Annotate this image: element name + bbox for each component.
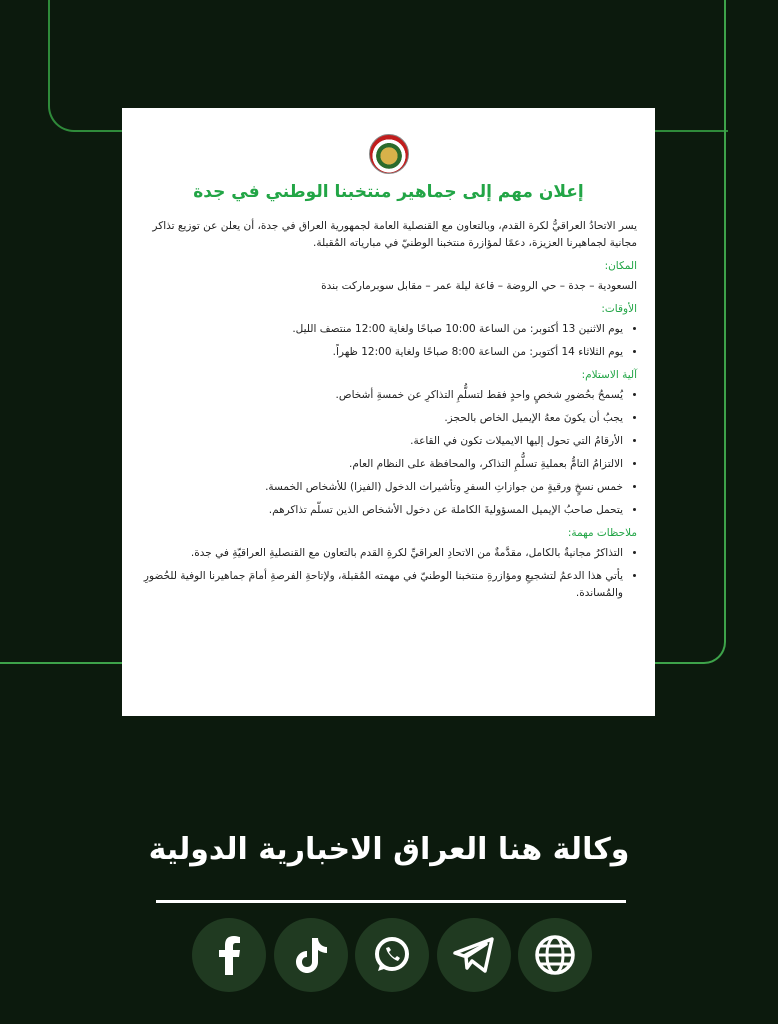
announcement-document: [122, 108, 655, 716]
federation-emblem-icon: [369, 134, 409, 174]
place-heading: المكان:: [604, 260, 637, 272]
list-item: • يتحمل صاحبُ الإيميل المسؤوليةَ الكاملة عن دخول الأشخاص الذين تسلّم تذاكرهم.: [140, 502, 623, 519]
social-links: [192, 918, 592, 994]
place-text: السعودية – جدة – حي الروضة – قاعة ليلة عمر – مقابل سوبرماركت بندة: [321, 280, 637, 292]
facebook-icon[interactable]: [192, 918, 266, 992]
tiktok-icon[interactable]: [274, 918, 348, 992]
times-heading: الأوقات:: [601, 303, 637, 315]
list-item: • خمس نسخٍ ورقيةٍ من جوازاتِ السفرِ وتأشيرات الدخول (الفيزا) للأشخاص الخمسة.: [140, 479, 623, 496]
list-item: • الالتزامُ التامُّ بعمليةِ تسلُّمِ التذاكر، والمحافظة على النظام العام.: [140, 456, 623, 473]
globe-icon[interactable]: [518, 918, 592, 992]
times-list: [140, 321, 637, 361]
announcement-title: إعلان مهم إلى جماهير منتخبنا الوطني في جدة: [193, 182, 584, 202]
list-item: • يُسمحُ بحُضورِ شخصٍ واحدٍ فقط لتسلُّمِ التذاكرِ عن خمسةِ أشخاص.: [140, 387, 623, 404]
list-item: • يوم الثلاثاء 14 أكتوبر: من الساعة 8:00 صباحًا ولغاية 12:00 ظهراً.: [140, 344, 623, 361]
list-item: • الأرقامُ التي تحول إليها الايميلات تكون في القاعة.: [140, 433, 623, 450]
list-item: • يأتي هذا الدعمُ لتشجيعِ ومؤازرةِ منتخبنا الوطنيّ في مهمته المُقبلة، ولإتاحةِ الفرصةِ أمامَ جماهيرنا الوفية للحُضورِ والمُساندة.: [140, 568, 623, 602]
agency-name: وكالة هنا العراق الاخبارية الدولية: [148, 832, 630, 867]
whatsapp-icon[interactable]: [355, 918, 429, 992]
notes-list: [140, 545, 637, 602]
mechanism-list: [140, 387, 637, 519]
list-item: • التذاكرُ مجانيةٌ بالكامل، مقدَّمةٌ من الاتحادِ العراقيِّ لكرةِ القدم بالتعاون مع القنصليةِ العراقيّةِ في جدة.: [140, 545, 623, 562]
intro-paragraph: يسر الاتحادُ العراقيُّ لكرة القدم، وبالتعاون مع القنصلية العامة لجمهورية العراق في جدة، أن يعلن عن توزيع تذاكر مجانية لجماهيرنا العزيزة، دعمًا لمؤازرة منتخبنا الوطنيّ في مبارياته المُقبلة.: [152, 220, 637, 249]
list-item: • يجبُ أن يكونَ معهُ الإيميل الخاص بالحجز.: [140, 410, 623, 427]
telegram-icon[interactable]: [437, 918, 511, 992]
divider: [156, 900, 626, 903]
list-item: • يوم الاثنين 13 أكتوبر: من الساعة 10:00 صباحًا ولغاية 12:00 منتصف الليل.: [140, 321, 623, 338]
mechanism-heading: آلية الاستلام:: [581, 369, 637, 381]
notes-heading: ملاحظات مهمة:: [567, 527, 637, 539]
